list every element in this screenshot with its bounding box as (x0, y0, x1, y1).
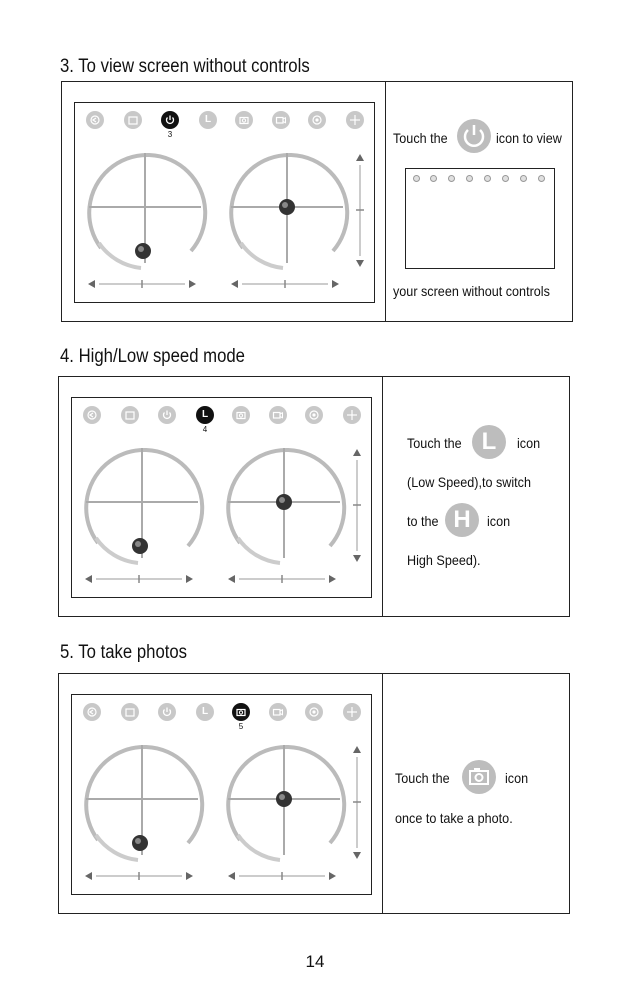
desc-line-1-post: icon (505, 770, 529, 786)
controller-screen (71, 397, 372, 598)
section-3-heading: 3. To view screen without controls (60, 56, 310, 77)
camera-icon (484, 175, 491, 182)
trim-slider-right[interactable] (227, 871, 337, 881)
low-speed-icon: L (196, 406, 214, 424)
divider (382, 377, 383, 616)
low-speed-icon (466, 175, 473, 182)
desc-line-2: (Low Speed),to switch (407, 474, 531, 490)
camera-icon (462, 760, 496, 794)
video-icon (272, 111, 290, 129)
calibrate-icon (343, 703, 361, 721)
step-number: 4 (202, 425, 208, 434)
trim-slider-vertical[interactable] (352, 745, 362, 860)
power-icon (158, 703, 176, 721)
controller-screen (74, 102, 375, 303)
camera-icon (232, 406, 250, 424)
section-5-heading: 5. To take photos (60, 642, 188, 663)
desc-line-2: your screen without controls (393, 283, 550, 299)
desc-line-1-pre: Touch the (393, 130, 448, 146)
left-joystick[interactable] (81, 143, 211, 273)
left-joystick[interactable] (78, 438, 208, 568)
divider (382, 674, 383, 913)
power-icon (457, 119, 491, 153)
back-icon (83, 406, 101, 424)
folder-icon (124, 111, 142, 129)
power-icon (448, 175, 455, 182)
low-speed-icon: L (472, 425, 506, 459)
divider (385, 82, 386, 321)
toolbar (72, 406, 371, 434)
desc-line-2: once to take a photo. (395, 810, 513, 826)
desc-line-1-pre: Touch the (407, 435, 462, 451)
back-icon (413, 175, 420, 182)
trim-slider-right[interactable] (227, 574, 337, 584)
video-icon (269, 406, 287, 424)
power-icon (158, 406, 176, 424)
step-number: 3 (167, 130, 173, 139)
low-speed-icon: L (199, 111, 217, 129)
back-icon (83, 703, 101, 721)
trim-slider-left[interactable] (87, 279, 197, 289)
back-icon (86, 111, 104, 129)
gyro-icon (305, 703, 323, 721)
camera-icon (232, 703, 250, 721)
folder-icon (430, 175, 437, 182)
calibrate-icon (346, 111, 364, 129)
left-joystick[interactable] (78, 735, 208, 865)
right-joystick[interactable] (220, 735, 350, 865)
camera-icon (235, 111, 253, 129)
toolbar (75, 111, 374, 139)
calibrate-icon (538, 175, 545, 182)
trim-slider-vertical[interactable] (352, 448, 362, 563)
gyro-icon (308, 111, 326, 129)
desc-line-1-pre: Touch the (395, 770, 450, 786)
desc-line-1-post: icon to view (496, 130, 562, 146)
preview-screen (405, 168, 555, 269)
calibrate-icon (343, 406, 361, 424)
section-5-panel (58, 673, 570, 914)
low-speed-icon: L (196, 703, 214, 721)
toolbar (72, 703, 371, 731)
trim-slider-left[interactable] (84, 871, 194, 881)
desc-line-3-pre: to the (407, 513, 439, 529)
desc-line-4: High Speed). (407, 552, 481, 568)
desc-line-1-post: icon (517, 435, 541, 451)
section-4-heading: 4. High/Low speed mode (60, 346, 245, 367)
right-joystick[interactable] (223, 143, 353, 273)
right-joystick[interactable] (220, 438, 350, 568)
video-icon (269, 703, 287, 721)
section-4-panel (58, 376, 570, 617)
gyro-icon (305, 406, 323, 424)
high-speed-icon: H (445, 503, 479, 537)
controller-screen (71, 694, 372, 895)
trim-slider-vertical[interactable] (355, 153, 365, 268)
desc-line-3-post: icon (487, 513, 511, 529)
section-3-panel (61, 81, 573, 322)
folder-icon (121, 703, 139, 721)
power-icon (161, 111, 179, 129)
page-number: 14 (305, 952, 325, 971)
step-number: 5 (238, 722, 244, 731)
gyro-icon (520, 175, 527, 182)
video-icon (502, 175, 509, 182)
folder-icon (121, 406, 139, 424)
trim-slider-left[interactable] (84, 574, 194, 584)
trim-slider-right[interactable] (230, 279, 340, 289)
